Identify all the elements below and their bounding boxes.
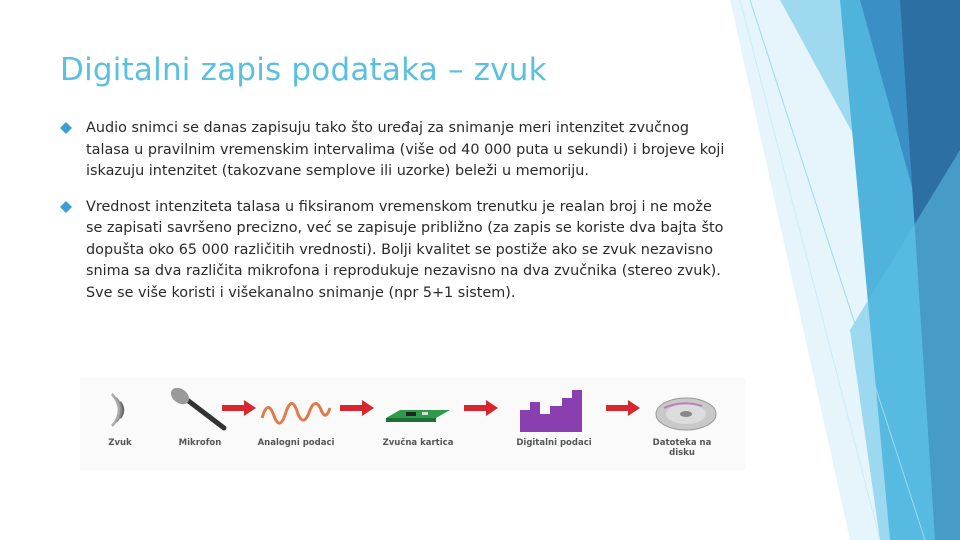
arrow-right-icon [464,398,498,418]
decorative-shapes [730,0,960,540]
diamond-bullet-icon [60,122,72,134]
arrow-right-icon [222,398,256,418]
bullet-item [60,197,732,305]
arrow-right-icon [606,398,640,418]
digital-data-icon [514,388,594,432]
stage-microphone [160,378,240,470]
stage-label: Analogni podaci [257,438,335,448]
disk-icon [642,388,722,432]
bullet-list [60,118,732,318]
sound-card-icon [378,388,458,432]
sound-waves-icon [80,388,160,432]
analog-wave-icon [256,388,336,432]
stage-label: Datoteka na disku [652,438,712,458]
stage-sound [80,378,160,470]
stage-label: Zvučna kartica [382,438,454,448]
stage-label: Mikrofon [178,438,222,448]
diamond-bullet-icon [60,201,72,213]
stage-label: Digitalni podaci [516,438,592,448]
sound-digitization-diagram [80,378,746,470]
stage-analog-data [256,378,336,470]
slide-title: Digitalni zapis podataka – zvuk [60,52,547,88]
stage-label: Zvuk [108,438,132,448]
bullet-text: Audio snimci se danas zapisuju tako što uređaj za snimanje meri intenzitet zvučnog talasa u pravilnim vremenskim intervalima (više od 40 000 puta u sekundi) i brojeve koji iskazuju intenzitet (takozvane semplove ili uzorke) beleži u memoriju. [86,120,725,179]
bullet-item [60,118,732,183]
stage-disk-file [642,378,722,470]
stage-digital-data [514,378,594,470]
bullet-text: Vrednost intenziteta talasa u fiksiranom vremenskom trenutku je realan broj i ne može se zapisati savršeno precizno, već se zapisuje približno (za zapis se koriste dva bajta što dopušta oko 65 000 različitih vrednosti). Bolji kvalitet se postiže ako se zvuk nezavisno snima sa dva različita mikrofona i reprodukuje nezavisno na dva zvučnika (stereo zvuk). Sve se više koristi i višekanalno snimanje (npr 5+1 sistem). [86,198,724,301]
stage-sound-card [378,378,458,470]
arrow-right-icon [340,398,374,418]
